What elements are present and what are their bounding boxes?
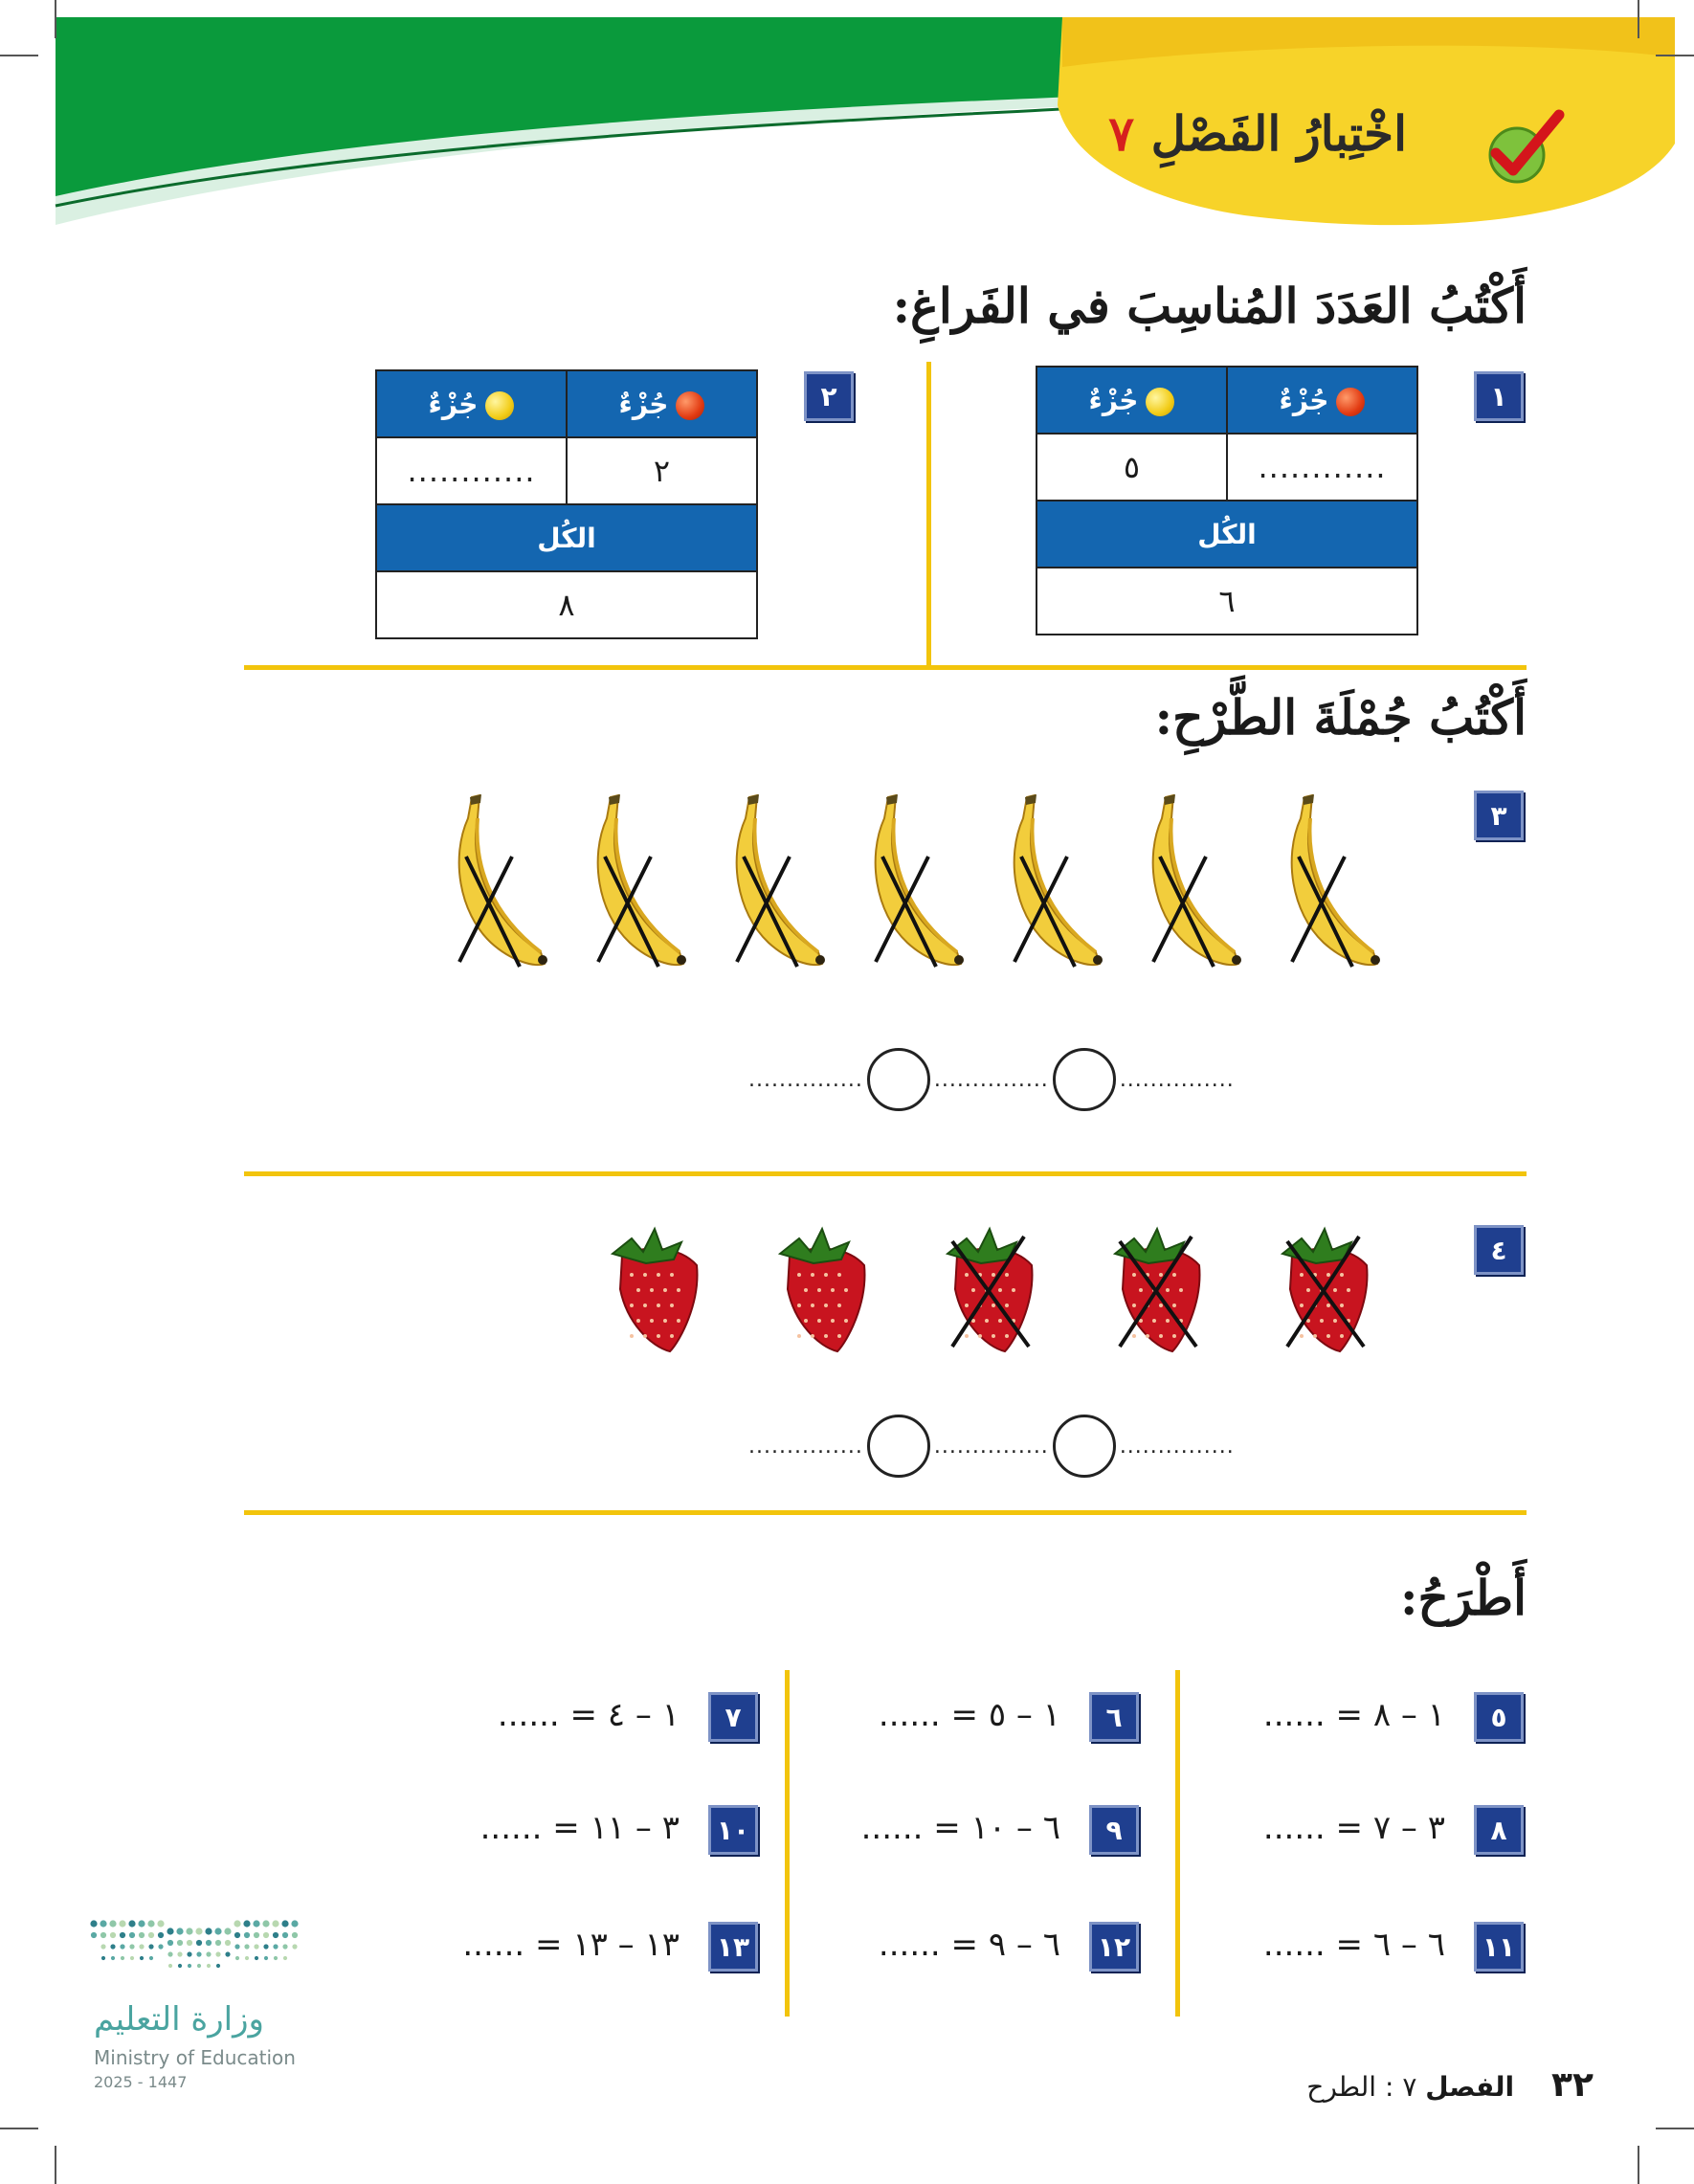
logo-dot	[196, 1940, 202, 1946]
logo-dot	[225, 1940, 231, 1946]
operator-circle[interactable]	[1053, 1048, 1116, 1111]
logo-dot	[234, 1932, 240, 1938]
chapter-number: ٧	[1108, 105, 1135, 162]
question-badge-3: ٣	[1474, 791, 1524, 840]
strawberry-image	[928, 1217, 1043, 1365]
chapter-number: ٧	[1402, 2071, 1417, 2103]
part-red-header: جُزْءٌ	[1227, 367, 1417, 434]
logo-dot	[130, 1956, 134, 1960]
divider-horizontal	[244, 1171, 1527, 1176]
question-badge-13: ١٣	[708, 1922, 758, 1972]
logo-dot	[176, 1928, 183, 1934]
divider-vertical	[785, 1670, 790, 2017]
logo-dot	[100, 1932, 106, 1938]
banana-image	[861, 790, 967, 975]
question-badge-9: ٩	[1089, 1805, 1139, 1855]
subtraction-sentence-4	[748, 1415, 1235, 1478]
instruction-subtract: أَطْرَحُ:	[1399, 1570, 1527, 1626]
logo-dot	[216, 1964, 220, 1968]
divider-vertical	[1175, 1670, 1180, 2017]
banana-image	[445, 790, 550, 975]
logo-dot	[274, 1956, 278, 1960]
logo-dot	[100, 1920, 106, 1927]
logo-dot	[178, 1964, 182, 1968]
logo-dot	[255, 1956, 258, 1960]
logo-dot	[234, 1944, 239, 1949]
logo-dot	[168, 1964, 172, 1968]
yellow-dot-icon	[485, 391, 514, 420]
whole-value: ٨	[376, 571, 757, 638]
logo-dot	[187, 1940, 192, 1946]
logo-dot	[177, 1940, 183, 1946]
logo-dot	[139, 1932, 145, 1938]
logo-dot	[214, 1928, 221, 1934]
logo-dot	[177, 1951, 182, 1956]
red-dot-icon	[676, 391, 704, 420]
logo-dot	[138, 1920, 145, 1927]
crop-mark	[0, 55, 38, 56]
logo-dot	[128, 1920, 135, 1927]
operator-circle[interactable]	[867, 1415, 930, 1478]
logo-dot	[273, 1944, 278, 1949]
logo-dot	[140, 1956, 144, 1960]
blank-line[interactable]: ...............	[933, 1434, 1049, 1459]
logo-dot	[215, 1940, 221, 1946]
question-badge-11: ١١	[1474, 1922, 1524, 1972]
logo-dot	[262, 1920, 269, 1927]
logo-dot	[225, 1951, 230, 1956]
logo-dot	[91, 1932, 97, 1938]
divider-horizontal	[244, 665, 1527, 670]
crop-mark	[55, 2146, 56, 2184]
logo-dot	[158, 1932, 164, 1938]
whole-header: الكُل	[1036, 501, 1417, 568]
subtraction-expression[interactable]: ...... = ٦ – ٦	[1262, 1926, 1445, 1964]
strawberry-image	[1263, 1217, 1378, 1365]
logo-dot	[149, 1956, 153, 1960]
logo-dot	[188, 1964, 191, 1968]
logo-dot	[120, 1944, 124, 1949]
logo-dot	[186, 1928, 192, 1934]
logo-dot	[283, 1956, 287, 1960]
edition-year: 2025 - 1447	[94, 2073, 188, 2091]
question-badge-8: ٨	[1474, 1805, 1524, 1855]
page-number: ٣٢	[1551, 2065, 1594, 2105]
red-dot-icon	[1336, 388, 1365, 416]
strawberry-image	[593, 1217, 708, 1365]
logo-dot	[158, 1944, 163, 1949]
logo-dot	[195, 1928, 202, 1934]
subtraction-expression[interactable]: ...... = ١ – ٥	[878, 1696, 1060, 1734]
part-yellow-header: جُزْءٌ	[1036, 367, 1227, 434]
blank-line[interactable]: ...............	[1119, 1434, 1235, 1459]
subtraction-expression[interactable]: ...... = ١ – ٤	[497, 1696, 680, 1734]
logo-dot	[167, 1928, 173, 1934]
logo-dot	[90, 1920, 97, 1927]
subtraction-expression[interactable]: ...... = ٦ – ١٠	[860, 1809, 1060, 1847]
subtraction-expression[interactable]: ...... = ٣ – ١١	[479, 1809, 680, 1847]
part-yellow-value: ٥	[1036, 434, 1227, 501]
part-red-header: جُزْءٌ	[567, 370, 757, 437]
part-yellow-blank[interactable]: ............	[376, 437, 567, 504]
logo-dot	[111, 1956, 115, 1960]
crop-mark	[0, 2128, 38, 2129]
logo-dot	[187, 1951, 191, 1956]
logo-dot	[254, 1932, 259, 1938]
logo-dot	[292, 1944, 297, 1949]
logo-dot	[244, 1932, 250, 1938]
blank-line[interactable]: ...............	[748, 1434, 863, 1459]
instruction-subtraction-sentence: أَكْتُبُ جُمْلَةَ الطَّرْحِ:	[1154, 689, 1527, 746]
logo-dot	[243, 1920, 250, 1927]
logo-dot	[254, 1944, 258, 1949]
part-whole-table-1	[1036, 366, 1418, 635]
ministry-name-ar: وزارة التعليم	[94, 2000, 264, 2039]
logo-dot	[207, 1964, 211, 1968]
logo-dot	[197, 1964, 201, 1968]
logo-dot	[224, 1928, 231, 1934]
footer-chapter	[1306, 2065, 1594, 2105]
header-banner	[0, 0, 1694, 249]
logo-dot	[272, 1920, 279, 1927]
ministry-name-en: Ministry of Education	[94, 2046, 296, 2069]
logo-dot	[244, 1944, 249, 1949]
subtraction-expression[interactable]: ...... = ١ – ٨	[1262, 1696, 1445, 1734]
logo-dot	[253, 1920, 259, 1927]
logo-dot	[291, 1920, 298, 1927]
question-badge-4: ٤	[1474, 1225, 1524, 1275]
crop-mark	[1656, 2128, 1694, 2129]
logo-dot	[129, 1944, 134, 1949]
logo-dot	[245, 1956, 249, 1960]
operator-circle[interactable]	[1053, 1415, 1116, 1478]
subtraction-sentence-3	[748, 1048, 1235, 1111]
logo-dot	[206, 1940, 212, 1946]
part-whole-table-2	[375, 369, 758, 639]
logo-dot	[215, 1951, 220, 1956]
question-badge-1: ١	[1474, 371, 1524, 421]
logo-dot	[148, 1932, 154, 1938]
whole-value: ٦	[1036, 568, 1417, 635]
banana-image	[1278, 790, 1383, 975]
logo-dot	[121, 1956, 124, 1960]
logo-dot	[235, 1956, 239, 1960]
logo-dot	[110, 1944, 115, 1949]
strawberry-image	[761, 1217, 876, 1365]
part-red-value: ٢	[567, 437, 757, 504]
checkmark-icon	[1479, 105, 1565, 191]
divider-vertical	[926, 362, 931, 670]
crop-mark	[1638, 0, 1639, 38]
logo-dot	[167, 1951, 172, 1956]
logo-dot	[109, 1920, 116, 1927]
subtraction-expression[interactable]: ...... = ٣ – ٧	[1262, 1809, 1445, 1847]
logo-dot	[120, 1932, 125, 1938]
banana-image	[1139, 790, 1244, 975]
question-badge-7: ٧	[708, 1692, 758, 1742]
ministry-logo	[88, 1912, 308, 1979]
operator-circle[interactable]	[867, 1048, 930, 1111]
logo-dot	[157, 1920, 164, 1927]
banana-image	[584, 790, 689, 975]
logo-dot	[148, 1944, 153, 1949]
crop-mark	[55, 0, 56, 38]
logo-dot	[100, 1944, 105, 1949]
question-badge-12: ١٢	[1089, 1922, 1139, 1972]
logo-dot	[281, 1920, 288, 1927]
logo-dot	[292, 1932, 298, 1938]
logo-dot	[282, 1932, 288, 1938]
whole-header: الكُل	[376, 504, 757, 571]
question-badge-5: ٥	[1474, 1692, 1524, 1742]
logo-dot	[264, 1956, 268, 1960]
part-red-blank[interactable]: ............	[1227, 434, 1417, 501]
logo-dot	[129, 1932, 135, 1938]
banana-image	[723, 790, 828, 975]
logo-dot	[263, 1932, 269, 1938]
crop-mark	[1656, 55, 1694, 56]
logo-dot	[196, 1951, 201, 1956]
subtraction-expression[interactable]: ...... = ٦ – ٩	[878, 1926, 1060, 1964]
part-yellow-header: جُزْءٌ	[376, 370, 567, 437]
logo-dot	[273, 1932, 279, 1938]
logo-dot	[282, 1944, 287, 1949]
question-badge-10: ١٠	[708, 1805, 758, 1855]
logo-dot	[110, 1932, 116, 1938]
chapter-label: الفصل	[1425, 2071, 1515, 2103]
banana-image	[1000, 790, 1105, 975]
blank-line[interactable]: ...............	[748, 1067, 863, 1092]
instruction-fill-blank: أَكْتُبُ العَدَدَ المُناسِبَ في الفَراغِ:	[892, 278, 1527, 334]
logo-dot	[167, 1940, 173, 1946]
logo-dot	[147, 1920, 154, 1927]
logo-dot	[101, 1956, 105, 1960]
crop-mark	[1638, 2146, 1639, 2184]
question-badge-2: ٢	[804, 371, 854, 421]
blank-line[interactable]: ...............	[933, 1067, 1049, 1092]
question-badge-6: ٦	[1089, 1692, 1139, 1742]
yellow-dot-icon	[1146, 388, 1174, 416]
logo-dot	[206, 1951, 211, 1956]
logo-dot	[119, 1920, 125, 1927]
logo-dot	[234, 1920, 240, 1927]
logo-dot	[139, 1944, 144, 1949]
chapter-topic: : الطرح	[1306, 2071, 1394, 2103]
logo-dot	[205, 1928, 212, 1934]
logo-dot	[263, 1944, 268, 1949]
subtraction-expression[interactable]: ...... = ١٣ – ١٣	[462, 1926, 680, 1964]
divider-horizontal	[244, 1510, 1527, 1515]
blank-line[interactable]: ...............	[1119, 1067, 1235, 1092]
strawberry-image	[1096, 1217, 1211, 1365]
chapter-test-title: اخْتِبارُ الفَصْلِ ٧	[1108, 105, 1407, 162]
